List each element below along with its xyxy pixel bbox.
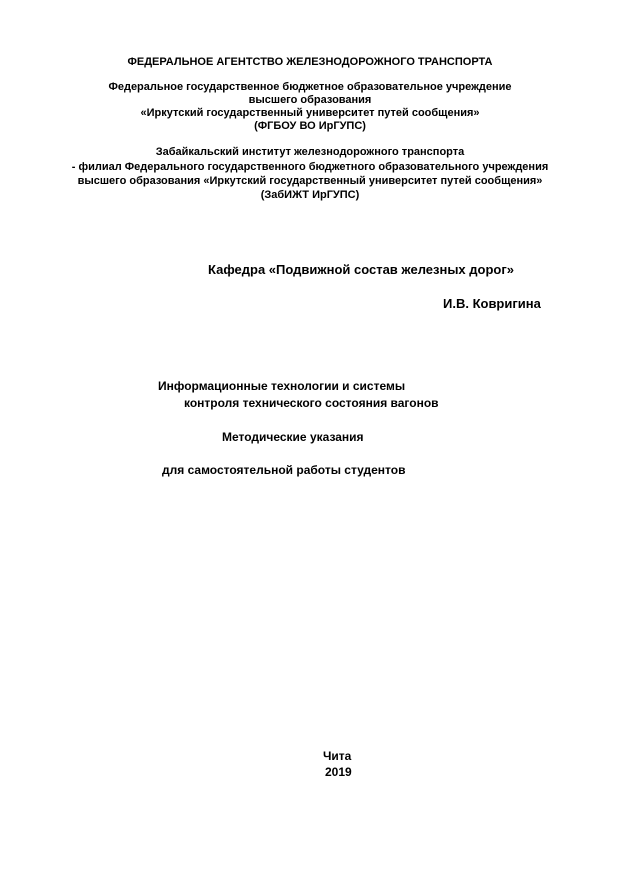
institute-line-4: (ЗабИЖТ ИрГУПС) (260, 189, 360, 201)
doc-title-line-2: контроля технического состояния вагонов (184, 396, 439, 410)
institute-line-1: Забайкальский институт железнодорожного транспорта (155, 146, 465, 158)
institute-line-2: - филиал Федерального государственного бюджетного образовательного учреждения (71, 161, 549, 173)
doc-type: Методические указания (222, 430, 364, 444)
university-line-1: Федеральное государственное бюджетное образовательное учреждение (108, 81, 512, 93)
author-name: И.В. Ковригина (443, 296, 541, 311)
institute-line-3: высшего образования «Иркутский государственный университет путей сообщения» (77, 175, 543, 187)
city: Чита (323, 749, 352, 763)
department-name: Кафедра «Подвижной состав железных дорог» (208, 262, 514, 277)
doc-title-line-1: Информационные технологии и системы (158, 379, 406, 393)
doc-purpose: для самостоятельной работы студентов (162, 463, 406, 477)
university-line-4: (ФГБОУ ВО ИрГУПС) (254, 120, 366, 132)
year: 2019 (325, 765, 352, 779)
agency-name: ФЕДЕРАЛЬНОЕ АГЕНТСТВО ЖЕЛЕЗНОДОРОЖНОГО ТРАНСПОРТА (127, 56, 493, 68)
university-line-3: «Иркутский государственный университет путей сообщения» (140, 107, 480, 119)
university-line-2: высшего образования (248, 94, 372, 106)
